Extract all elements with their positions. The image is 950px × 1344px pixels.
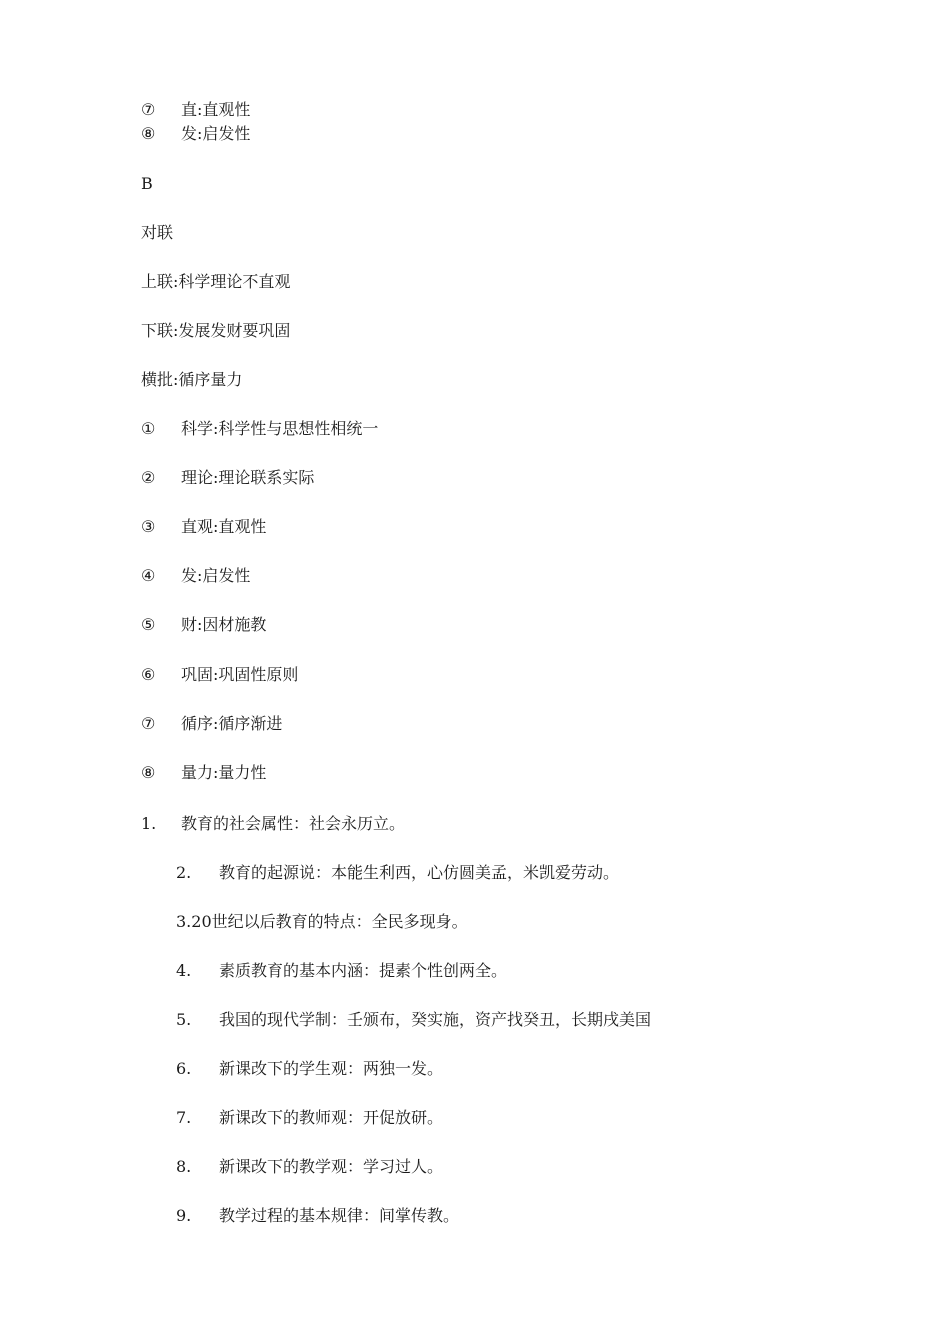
list-item [141, 763, 266, 783]
list-item [141, 665, 298, 685]
couplet-title: 对联 [141, 223, 174, 242]
item-text: 教育的社会属性：社会永历立。 [181, 814, 406, 833]
item-number: 1. [141, 814, 157, 833]
list-item [141, 566, 250, 586]
numbered-item [176, 961, 507, 981]
item-number: 6. [176, 1059, 192, 1078]
item-number: 8. [176, 1157, 192, 1176]
couplet-upper: 上联:科学理论不直观 [141, 272, 291, 291]
item-number: 7. [176, 1108, 192, 1127]
item-text: 3.20世纪以后教育的特点：全民多现身。 [176, 912, 468, 931]
numbered-item [176, 1157, 443, 1177]
list-item [141, 468, 314, 488]
item-number: 5. [176, 1010, 192, 1029]
numbered-item [176, 863, 619, 883]
item-text: 新课改下的教师观：开促放研。 [219, 1108, 444, 1127]
couplet-lower: 下联:发展发财要巩固 [141, 321, 291, 340]
item-marker: ⑤ [141, 615, 156, 634]
numbered-item [176, 1010, 651, 1030]
list-item [141, 714, 282, 734]
numbered-item [176, 1108, 443, 1128]
numbered-item [176, 1059, 443, 1079]
item-text: 教学过程的基本规律：间掌传教。 [219, 1206, 460, 1225]
item-marker: ⑥ [141, 665, 156, 684]
item-text: 新课改下的学生观：两独一发。 [219, 1059, 444, 1078]
couplet-horizontal: 横批:循序量力 [141, 370, 243, 389]
item-text: 发:启发性 [181, 566, 251, 585]
item-text: 直观:直观性 [181, 517, 267, 536]
list-item [141, 124, 250, 144]
item-text: 量力:量力性 [181, 763, 267, 782]
item-marker: ① [141, 419, 156, 438]
list-item [141, 419, 378, 439]
numbered-item [176, 912, 468, 932]
item-text: 巩固:巩固性原则 [181, 665, 299, 684]
item-marker: ⑦ [141, 714, 156, 733]
item-text: 素质教育的基本内涵：提素个性创两全。 [219, 961, 508, 980]
item-text: 教育的起源说：本能生利西，心仿圆美孟，米凯爱劳动。 [219, 863, 620, 882]
numbered-item [141, 814, 405, 834]
item-number: 9. [176, 1206, 192, 1225]
item-text: 科学:科学性与思想性相统一 [181, 419, 379, 438]
item-text: 直:直观性 [181, 100, 251, 119]
item-text: 我国的现代学制：壬颁布，癸实施，资产找癸丑，长期戌美国 [219, 1010, 652, 1029]
item-text: 新课改下的教学观：学习过人。 [219, 1157, 444, 1176]
item-marker: ⑧ [141, 124, 156, 143]
item-marker: ③ [141, 517, 156, 536]
item-text: 财:因材施教 [181, 615, 267, 634]
item-text: 循序:循序渐进 [181, 714, 283, 733]
item-marker: ② [141, 468, 156, 487]
numbered-item [176, 1206, 459, 1226]
item-text: 理论:理论联系实际 [181, 468, 315, 487]
item-marker: ⑧ [141, 763, 156, 782]
item-number: 4. [176, 961, 192, 980]
list-item [141, 517, 266, 537]
item-text: 发:启发性 [181, 124, 251, 143]
item-marker: ④ [141, 566, 156, 585]
item-marker: ⑦ [141, 100, 156, 119]
list-item [141, 100, 250, 120]
section-letter: B [141, 174, 153, 193]
list-item [141, 615, 266, 635]
item-number: 2. [176, 863, 192, 882]
